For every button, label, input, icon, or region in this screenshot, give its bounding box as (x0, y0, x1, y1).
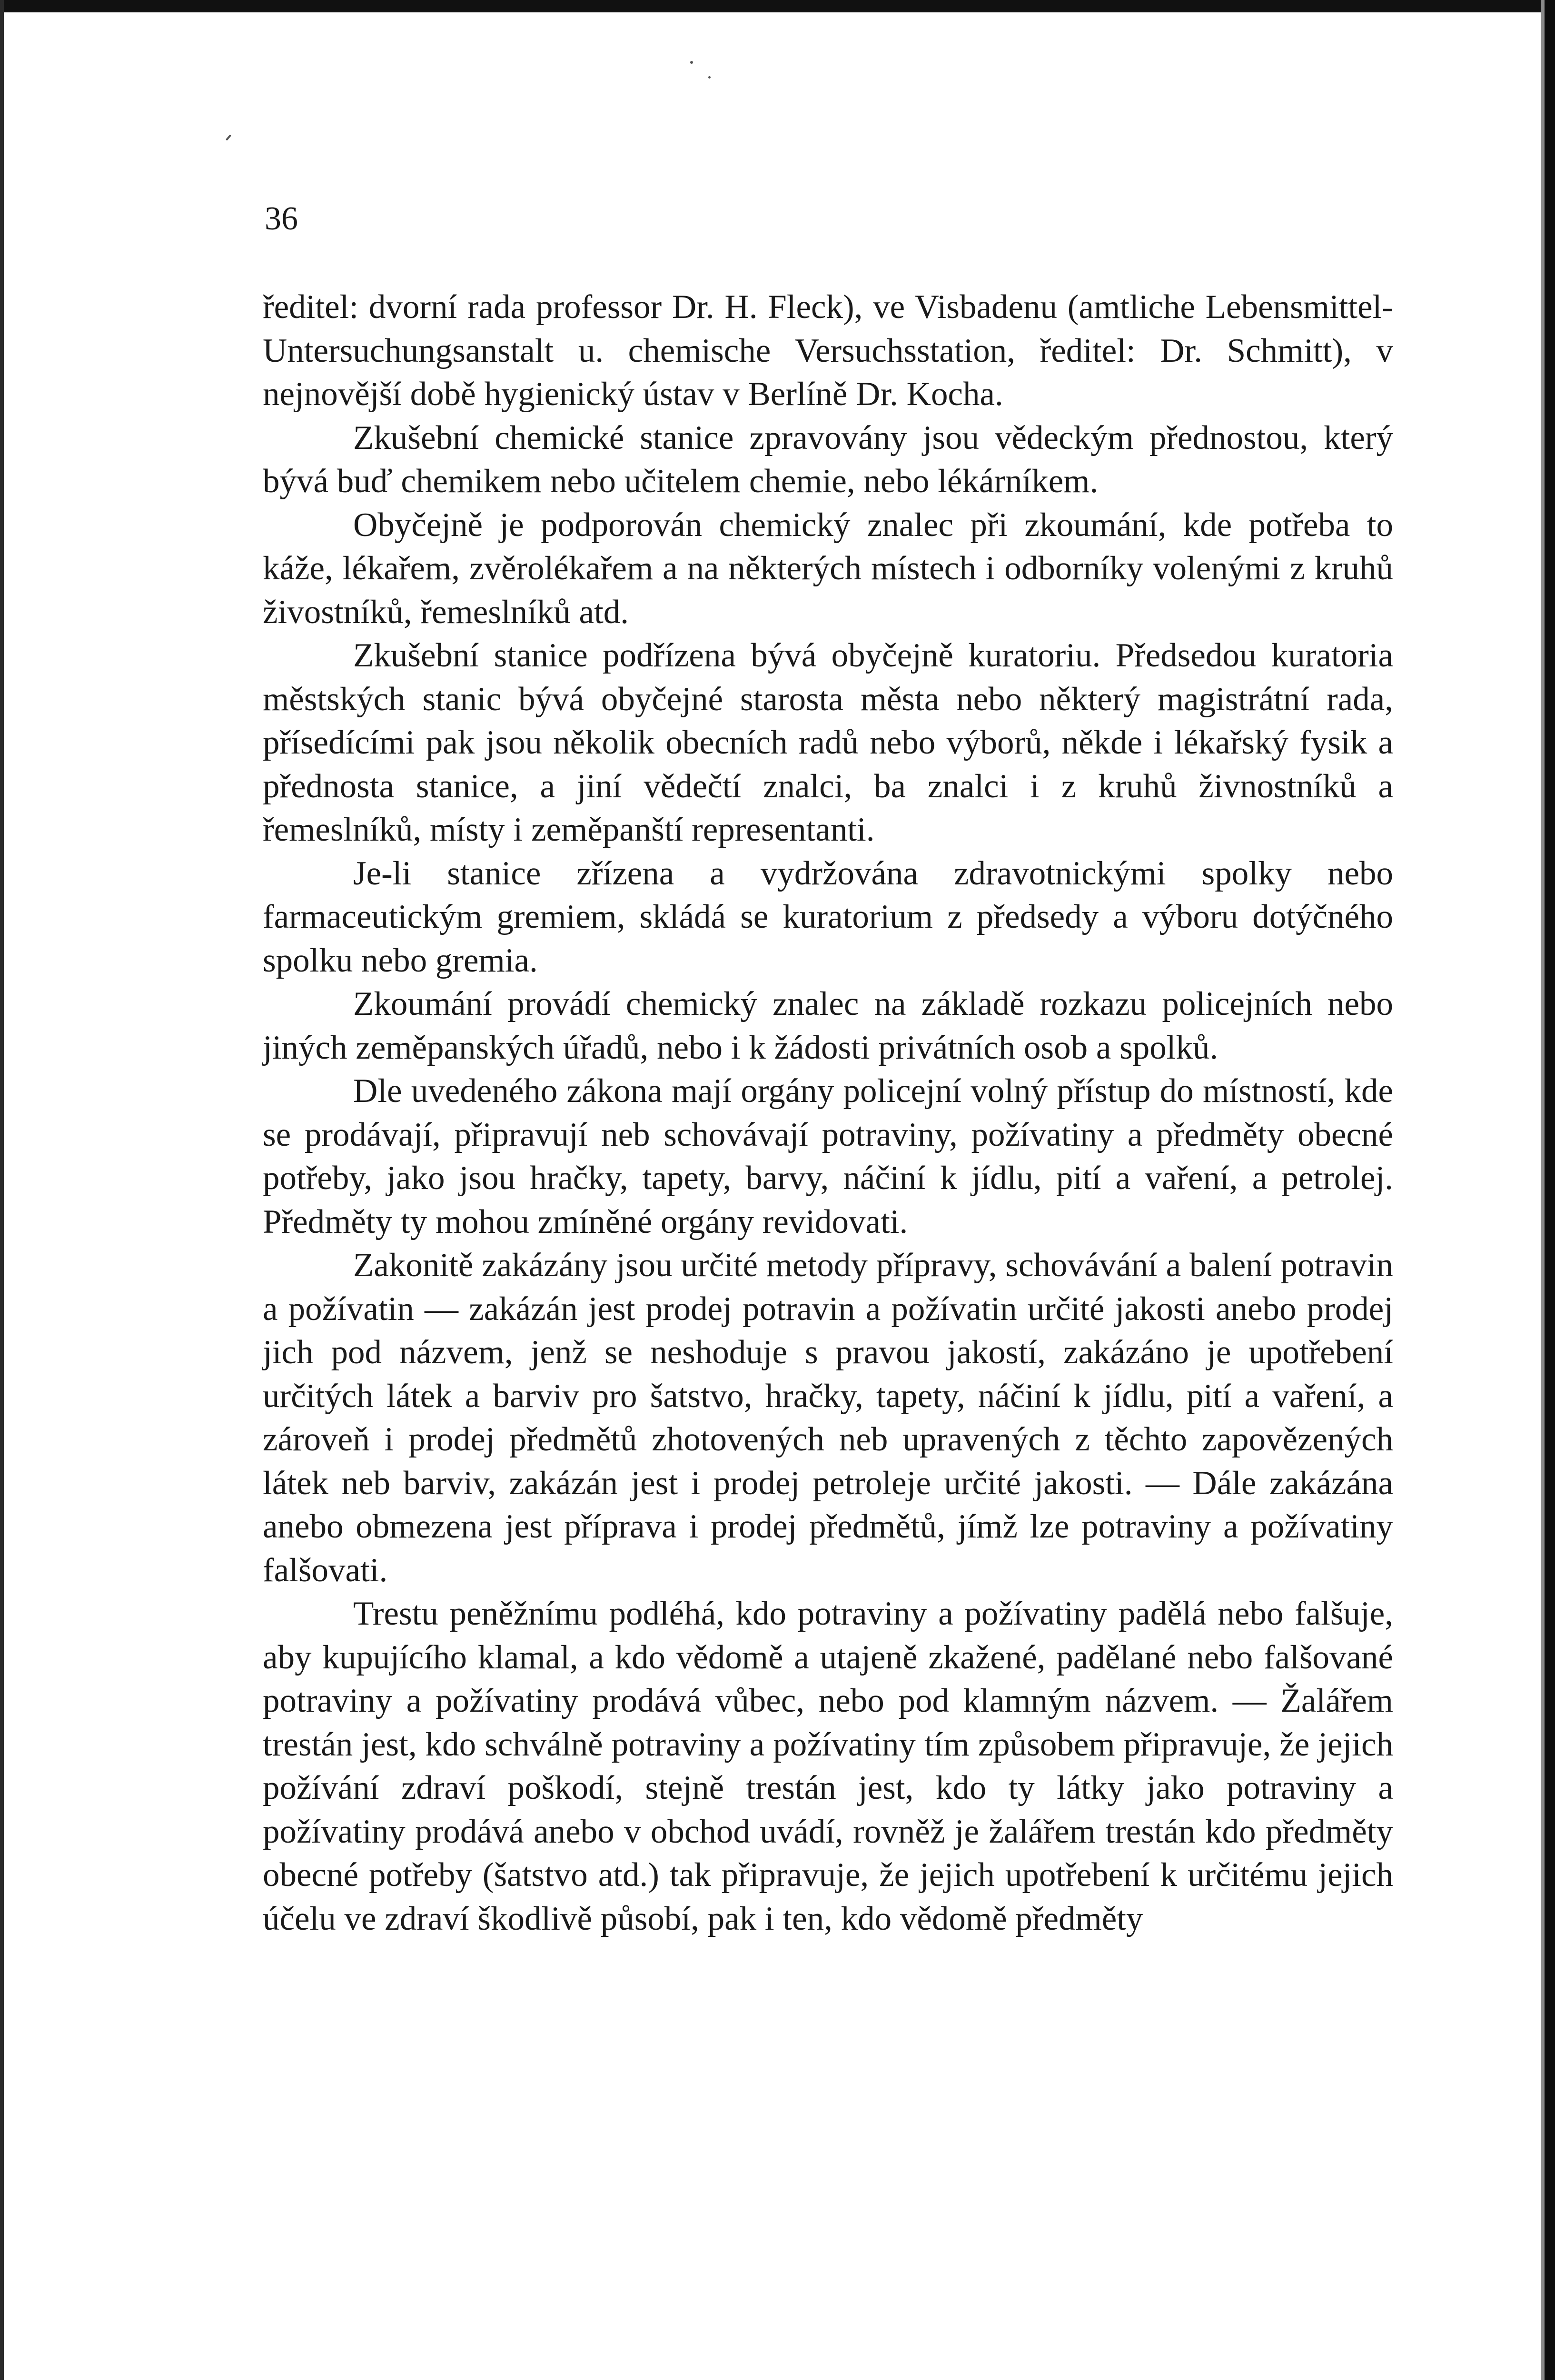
page-body (263, 286, 1393, 1941)
scan-border-right (1545, 0, 1555, 2380)
paragraph: Trestu peněžnímu podléhá, kdo potraviny a požívatiny padělá nebo falšuje, aby kupujícího klamal, a kdo vědomě a utajeně zkažené, padělané nebo falšované potraviny a požívatiny prodává vůbec, nebo pod klamným názvem. — Žalářem trestán jest, kdo schválně potraviny a požívatiny tím způsobem připravuje, že jejich požívání zdraví poškodí, stejně trestán jest, kdo ty látky jako potraviny a požívatiny prodává anebo v obchod uvádí, rovněž je žalářem trestán kdo předměty obecné potřeby (šatstvo atd.) tak připravuje, že jejich upotřebení k určitému jejich účelu ve zdraví škodlivě působí, pak i ten, kdo vědomě předměty (263, 1595, 1393, 1937)
paragraph: Obyčejně je podporován chemický znalec při zkoumání, kde potřeba to káže, lékařem, zvěrolékařem a na některých místech i odborníky volenými z kruhů živostníků, řemeslníků atd. (263, 506, 1393, 631)
paragraph: Zkoumání provádí chemický znalec na základě rozkazu policejních nebo jiných zeměpanských úřadů, nebo i k žádosti privátních osob a spolků. (263, 985, 1393, 1066)
paragraph: Zkušební chemické stanice zpravovány jsou vědeckým přednostou, který bývá buď chemikem nebo učitelem chemie, nebo lékárníkem. (263, 419, 1393, 500)
paragraph: Je-li stanice zřízena a vydržována zdravotnickými spolky nebo farmaceutickým gremiem, skládá se kuratorium z předsedy a výboru dotýčného spolku nebo gremia. (263, 854, 1393, 979)
scan-border-left (0, 0, 4, 2380)
dust-speck (708, 76, 711, 79)
dust-speck (690, 61, 693, 64)
paragraph: Zakonitě zakázány jsou určité metody přípravy, schovávání a balení potravin a požívatin — zakázán jest prodej potravin a požívatin určité jakosti anebo prodej jich pod názvem, jenž se neshoduje s pravou jakostí, zakázáno je upotřebení určitých látek a barviv pro šatstvo, hračky, tapety, náčiní k jídlu, pití a vaření, a zároveň i prodej předmětů zhotovených neb upravených z těchto zapovězených látek neb barviv, zakázán jest i prodej petroleje určité jakosti. — Dále zakázána anebo obmezena jest příprava i prodej předmětů, jímž lze potraviny a požívatiny falšovati. (263, 1247, 1393, 1589)
scan-border-top (0, 0, 1555, 12)
paragraph: Dle uvedeného zákona mají orgány policejní volný přístup do místností, kde se prodávají, připravují neb schovávají potraviny, požívatiny a předměty obecné potřeby, jako jsou hračky, tapety, barvy, náčiní k jídlu, pití a vaření, a petrolej. Předměty ty mohou zmíněné orgány revidovati. (263, 1072, 1393, 1240)
paragraph-continuation: ředitel: dvorní rada professor Dr. H. Fleck), ve Visbadenu (amtliche Lebensmittel-Untersuchungsanstalt u. chemische Versuchsstation, ředitel: Dr. Schmitt), v nejnovější době hygienický ústav v Berlíně Dr. Kocha. (263, 288, 1393, 413)
page-number: 36 (265, 200, 298, 237)
scan-border-right-shadow (1541, 0, 1545, 2380)
dust-speck (226, 134, 231, 140)
paragraph: Zkušební stanice podřízena bývá obyčejně kuratoriu. Předsedou kuratoria městských stanic bývá obyčejné starosta města nebo některý magistrátní rada, přísedícími pak jsou několik obecních radů nebo výborů, někde i lékařský fysik a přednosta stanice, a jiní vědečtí znalci, ba znalci i z kruhů živnostníků a řemeslníků, místy i zeměpanští representanti. (263, 637, 1393, 848)
